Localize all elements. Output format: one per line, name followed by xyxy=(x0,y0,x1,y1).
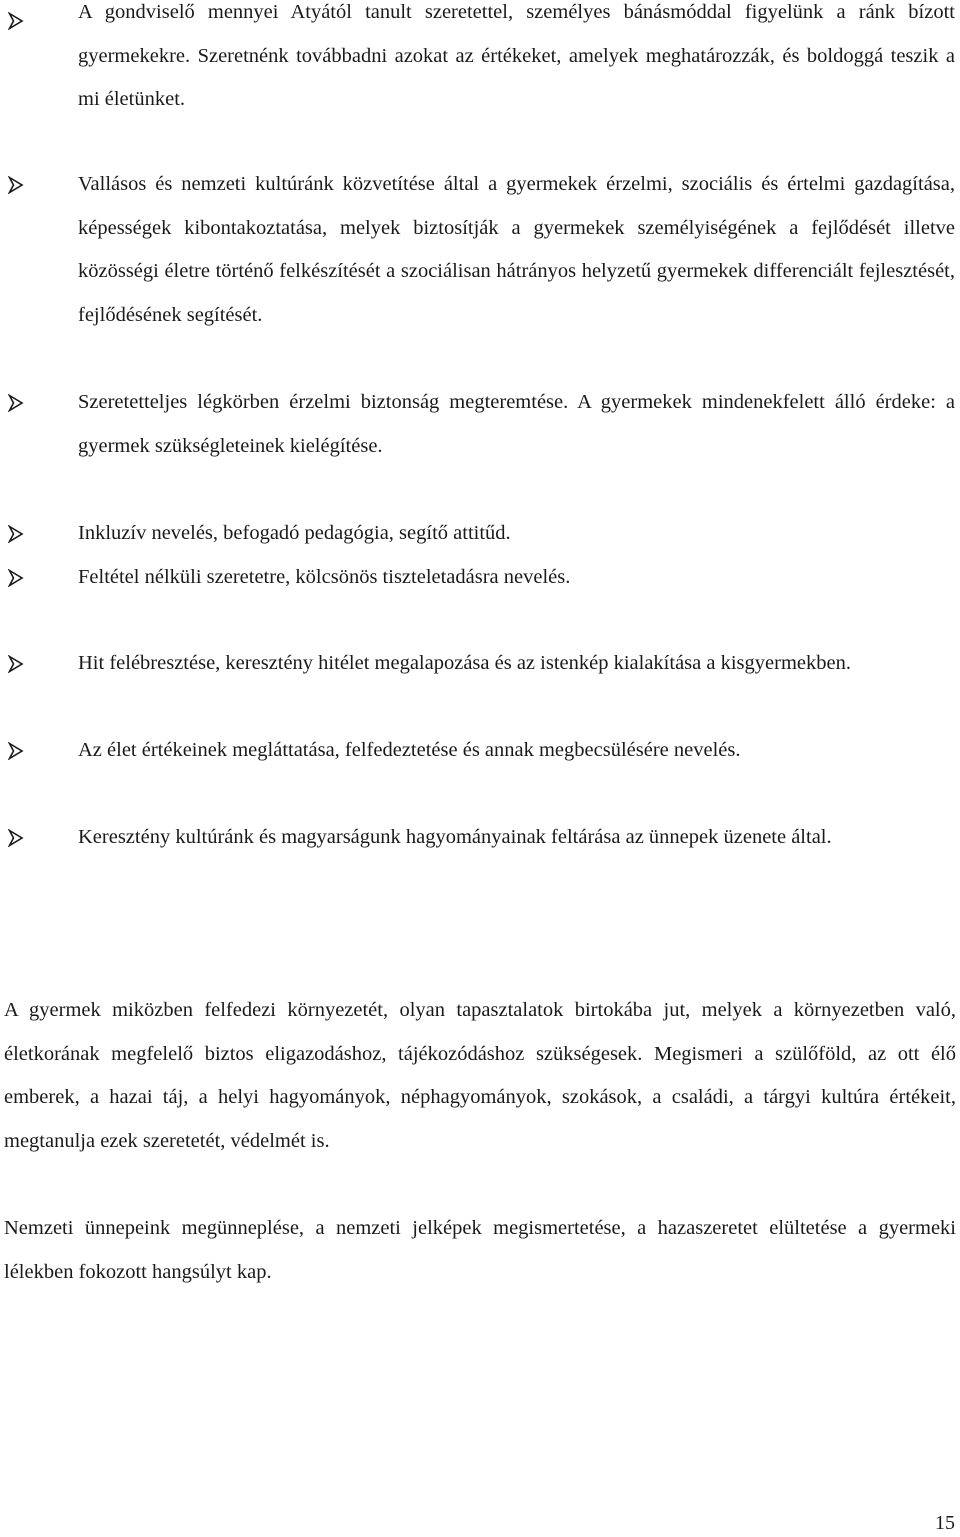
arrowhead-bullet-icon xyxy=(8,12,24,30)
arrowhead-bullet-icon xyxy=(8,176,24,194)
list-item-text: Vallásos és nemzeti kultúránk közvetítése által a gyermekek érzelmi, szociális és értelmi gazdagítása, képességek kibontakoztatása, melyek biztosítják a gyermekek személyiségének a fejlődését illetve közösségi életre történő felkészítését a szociálisan hátrányos helyzetű gyermekek differenciált fejlesztését, fejlődésének segítését. xyxy=(78,173,955,327)
list-item-text: Feltétel nélküli szeretetre, kölcsönös tiszteletadásra nevelés. xyxy=(78,566,571,588)
list-item-text: Keresztény kultúránk és magyarságunk hagyományainak feltárása az ünnepek üzenete által. xyxy=(78,826,832,848)
list-item-text: Hit felébresztése, keresztény hitélet megalapozása és az istenkép kialakítása a kisgyermekben. xyxy=(78,652,851,674)
arrowhead-bullet-icon xyxy=(8,829,24,847)
arrowhead-bullet-icon xyxy=(8,742,24,760)
arrowhead-bullet-icon xyxy=(8,569,24,587)
arrowhead-bullet-icon xyxy=(8,394,24,412)
body-paragraph: A gyermek miközben felfedezi környezetét, olyan tapasztalatok birtokába jut, melyek a környezetben való, életkorának megfelelő biztos eligazodáshoz, tájékozódáshoz szükségesek. Megismeri a szülőföld, az ott élő emberek, a hazai táj, a helyi hagyományok, néphagyományok, szokások, a családi, a tárgyi kultúra értékeit, megtanulja ezek szeretetét, védelmét is. xyxy=(4,999,956,1152)
list-item-text: Szeretetteljes légkörben érzelmi biztonság megteremtése. A gyermekek mindenekfelett álló érdeke: a gyermek szükségleteinek kielégítése. xyxy=(78,391,955,457)
body-paragraph: Nemzeti ünnepeink megünneplése, a nemzeti jelképek megismertetése, a hazaszeretet elültetése a gyermeki lélekben fokozott hangsúlyt kap. xyxy=(4,1217,956,1283)
list-item-text: Inkluzív nevelés, befogadó pedagógia, segítő attitűd. xyxy=(78,522,511,544)
list-item-text: Az élet értékeinek megláttatása, felfedeztetése és annak megbecsülésére nevelés. xyxy=(78,739,741,761)
arrowhead-bullet-icon xyxy=(8,525,24,543)
list-item-text: A gondviselő mennyei Atyától tanult szeretettel, személyes bánásmóddal figyelünk a ránk bízott gyermekekre. Szeretnénk továbbadni azokat az értékeket, amelyek meghatározzák, és boldoggá teszik a mi életünket. xyxy=(78,1,955,111)
arrowhead-bullet-icon xyxy=(8,655,24,673)
page-number: 15 xyxy=(935,1512,955,1534)
